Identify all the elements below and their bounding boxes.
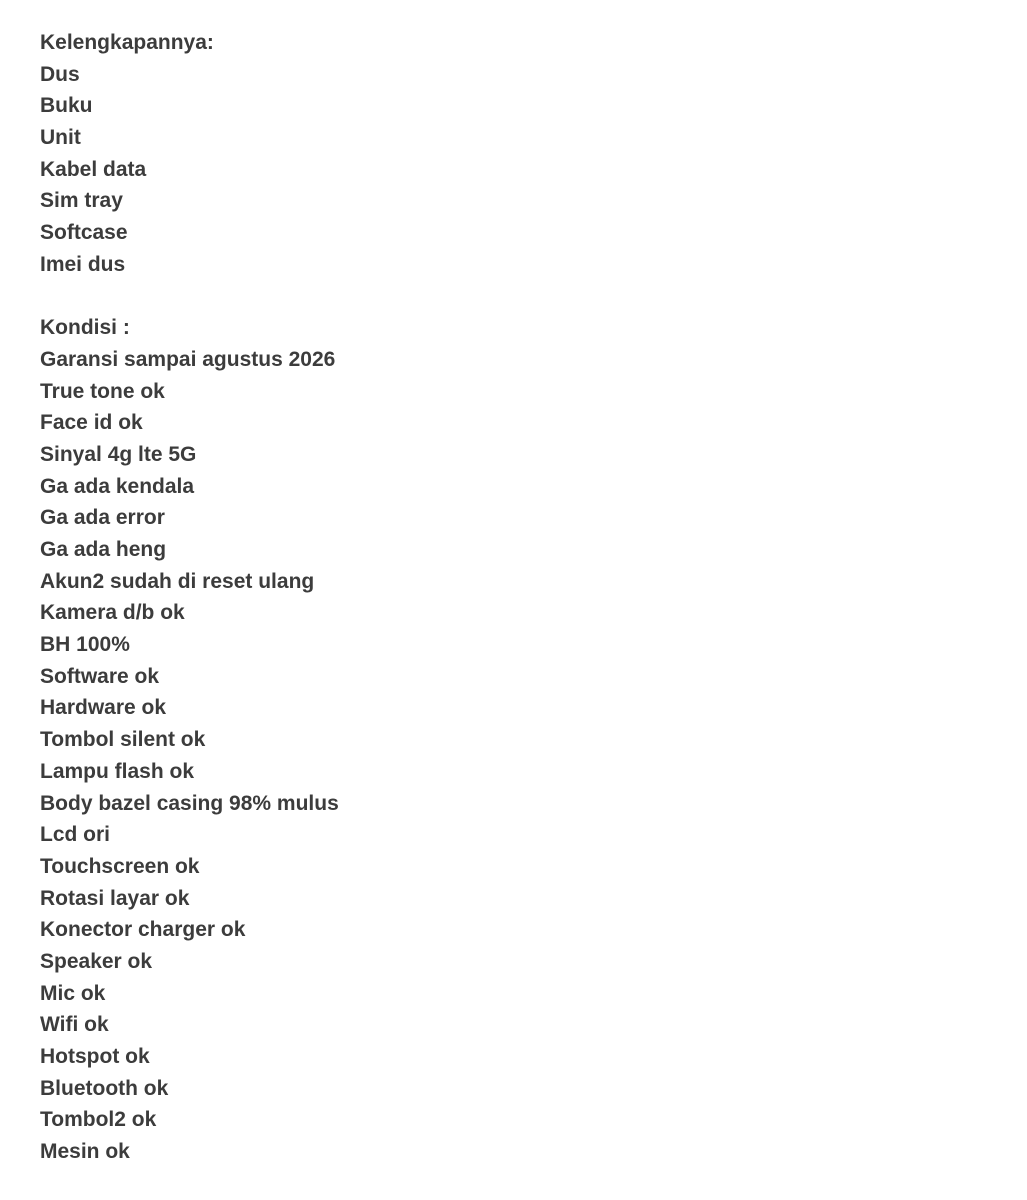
kondisi-item: Speaker ok — [40, 949, 153, 973]
kelengkapan-item: Buku — [40, 94, 93, 118]
kondisi-item: Body bazel casing 98% mulus — [40, 791, 339, 815]
kondisi-item: Hardware ok — [40, 696, 167, 720]
kondisi-item: Software ok — [40, 664, 160, 688]
kondisi-item: Ga ada kendala — [40, 474, 195, 498]
kelengkapan-item: Unit — [40, 126, 81, 150]
kondisi-item: Mesin ok — [40, 1140, 130, 1164]
kondisi-item: Touchscreen ok — [40, 854, 200, 878]
kelengkapan-item: Softcase — [40, 221, 128, 245]
kelengkapan-item: Kabel data — [40, 157, 147, 181]
kondisi-item: Ga ada error — [40, 506, 165, 530]
kondisi-item: Tombol silent ok — [40, 728, 206, 752]
kondisi-item: True tone ok — [40, 379, 165, 403]
kelengkapan-heading: Kelengkapannya: — [40, 31, 214, 54]
kondisi-item: Hotspot ok — [40, 1045, 150, 1068]
kondisi-item: BH 100% — [40, 633, 130, 657]
kondisi-item: Bluetooth ok — [40, 1076, 169, 1100]
kondisi-item: Tombol2 ok — [40, 1108, 157, 1132]
kondisi-item: Lampu flash ok — [40, 759, 195, 783]
kondisi-item: Konector charger ok — [40, 918, 246, 942]
kondisi-item: Ga ada heng — [40, 538, 167, 561]
kondisi-item: Mic ok — [40, 981, 106, 1005]
kondisi-item: Rotasi layar ok — [40, 886, 190, 910]
kondisi-item: Face id ok — [40, 411, 143, 435]
kondisi-item: Lcd ori — [40, 823, 111, 847]
note-text — [40, 27, 1000, 1168]
kondisi-item: Sinyal 4g lte 5G — [40, 442, 197, 466]
kelengkapan-item: Imei dus — [40, 252, 126, 276]
section-spacer — [40, 281, 1000, 313]
kondisi-item: Wifi ok — [40, 1013, 109, 1037]
kondisi-item: Kamera d/b ok — [40, 601, 185, 625]
kelengkapan-item: Sim tray — [40, 189, 123, 213]
kondisi-item: Garansi sampai agustus 2026 — [40, 347, 336, 371]
kondisi-heading: Kondisi : — [40, 316, 130, 340]
kondisi-item: Akun2 sudah di reset ulang — [40, 569, 315, 593]
kelengkapan-item: Dus — [40, 62, 80, 86]
